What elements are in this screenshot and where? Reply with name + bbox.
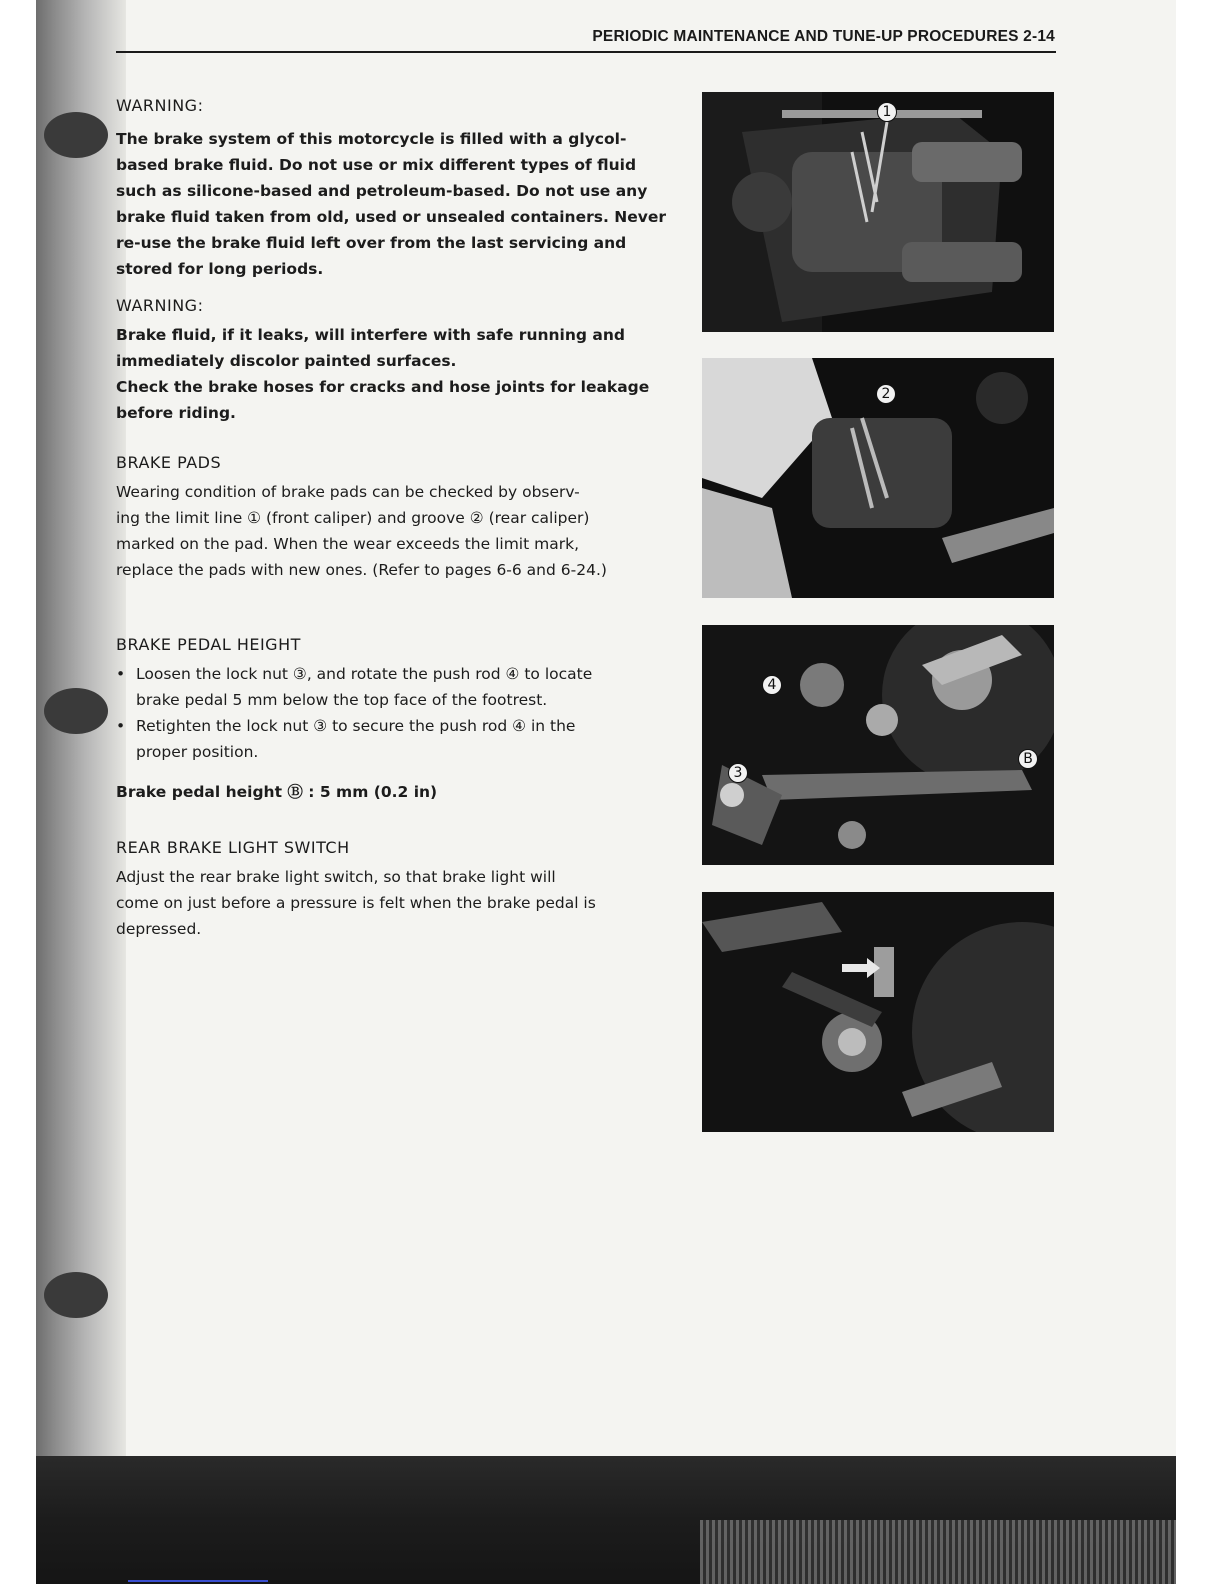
text-line: Wearing condition of brake pads can be checked by observ- bbox=[116, 483, 580, 501]
text-line: before riding. bbox=[116, 404, 236, 422]
light-switch-body bbox=[116, 864, 666, 942]
callout-2: 2 bbox=[876, 384, 896, 404]
list-item bbox=[116, 713, 666, 765]
text-line: brake pedal 5 mm below the top face of the footrest. bbox=[136, 691, 548, 709]
scan-margin-left bbox=[0, 0, 36, 1584]
warning-2-body bbox=[116, 322, 666, 426]
pedal-height-section bbox=[116, 635, 666, 805]
scan-margin-right bbox=[1176, 0, 1224, 1584]
bullet: • bbox=[116, 665, 126, 683]
text-line: depressed. bbox=[116, 920, 202, 938]
text-line: ing the limit line ① (front caliper) and groove ② (rear caliper) bbox=[116, 509, 590, 527]
text-line: marked on the pad. When the wear exceeds the limit mark, bbox=[116, 535, 579, 553]
header-rule bbox=[116, 51, 1056, 53]
warning-1 bbox=[116, 96, 666, 282]
photo-brake-light-switch bbox=[702, 892, 1054, 1132]
brake-pads-section bbox=[116, 453, 666, 583]
text-line: Retighten the lock nut ③ to secure the push rod ④ in the bbox=[136, 717, 576, 735]
text-line: re-use the brake fluid left over from the last servicing and bbox=[116, 234, 627, 252]
photo-rear-caliper bbox=[702, 358, 1054, 598]
photo-front-caliper bbox=[702, 92, 1054, 332]
photo-front-caliper-image bbox=[702, 92, 1054, 332]
scan-blue-line bbox=[128, 1580, 268, 1582]
warning-2-heading: WARNING: bbox=[116, 296, 204, 315]
text-line: replace the pads with new ones. (Refer to pages 6-6 and 6-24.) bbox=[116, 561, 607, 579]
text-line: stored for long periods. bbox=[116, 260, 324, 278]
text-line: Brake fluid, if it leaks, will interfere with safe running and bbox=[116, 326, 625, 344]
text-line: immediately discolor painted surfaces. bbox=[116, 352, 457, 370]
brake-pads-body bbox=[116, 479, 666, 583]
text-line: such as silicone-based and petroleum-based. Do not use any bbox=[116, 182, 648, 200]
binding-shadow bbox=[36, 0, 126, 1584]
text-line: The brake system of this motorcycle is filled with a glycol- bbox=[116, 130, 627, 148]
text-line: Loosen the lock nut ③, and rotate the push rod ④ to locate bbox=[136, 665, 593, 683]
callout-4: 4 bbox=[762, 675, 782, 695]
warning-1-body bbox=[116, 126, 666, 282]
light-switch-heading: REAR BRAKE LIGHT SWITCH bbox=[116, 838, 350, 857]
punch-hole-middle bbox=[44, 688, 108, 734]
brake-pads-heading: BRAKE PADS bbox=[116, 453, 222, 472]
list-item bbox=[116, 661, 666, 713]
callout-3: 3 bbox=[728, 763, 748, 783]
text-line: based brake fluid. Do not use or mix different types of fluid bbox=[116, 156, 637, 174]
photo-brake-light-switch-image bbox=[702, 892, 1054, 1132]
photo-brake-pedal bbox=[702, 625, 1054, 865]
scan-bottom-artifact bbox=[700, 1520, 1176, 1584]
punch-hole-top bbox=[44, 112, 108, 158]
pedal-height-spec: Brake pedal height Ⓑ : 5 mm (0.2 in) bbox=[116, 783, 438, 801]
text-line: Check the brake hoses for cracks and hose joints for leakage bbox=[116, 378, 650, 396]
light-switch-section bbox=[116, 838, 666, 942]
warning-1-heading: WARNING: bbox=[116, 96, 204, 115]
pedal-height-steps bbox=[116, 661, 666, 765]
callout-b: B bbox=[1018, 749, 1038, 769]
callout-1: 1 bbox=[877, 102, 897, 122]
text-line: proper position. bbox=[136, 743, 259, 761]
text-line: come on just before a pressure is felt when the brake pedal is bbox=[116, 894, 596, 912]
warning-2 bbox=[116, 296, 666, 426]
page-header: PERIODIC MAINTENANCE AND TUNE-UP PROCEDURES 2-14 bbox=[592, 28, 1055, 45]
text-line: Adjust the rear brake light switch, so that brake light will bbox=[116, 868, 556, 886]
bullet: • bbox=[116, 717, 126, 735]
pedal-height-heading: BRAKE PEDAL HEIGHT bbox=[116, 635, 301, 654]
text-line: brake fluid taken from old, used or unsealed containers. Never bbox=[116, 208, 666, 226]
punch-hole-bottom bbox=[44, 1272, 108, 1318]
photo-brake-pedal-image bbox=[702, 625, 1054, 865]
